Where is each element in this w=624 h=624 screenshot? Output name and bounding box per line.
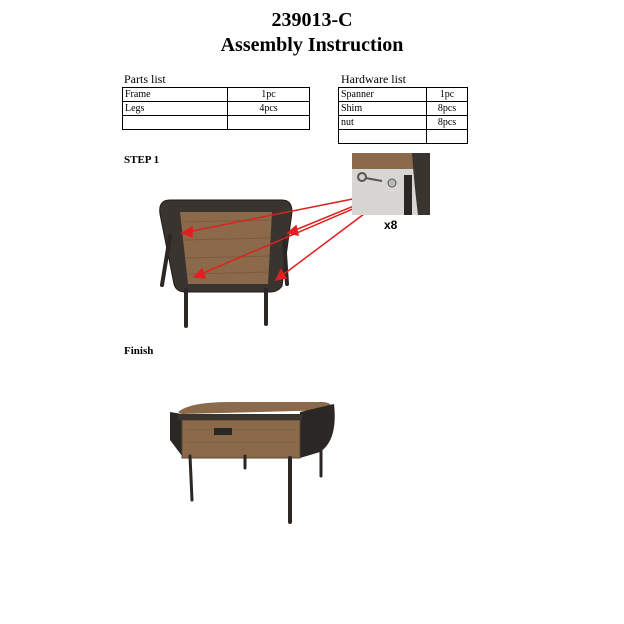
part-name: Legs: [123, 102, 228, 116]
leg: [190, 456, 192, 500]
step-1-label: STEP 1: [124, 154, 160, 166]
model-number: 239013-C: [271, 9, 353, 31]
hardware-name: nut: [339, 116, 427, 130]
part-qty: 4pcs: [228, 102, 310, 116]
drawer-handle: [214, 428, 232, 435]
part-qty: 1pc: [228, 88, 310, 102]
parts-list-title: Parts list: [124, 72, 166, 86]
frame-right: [300, 404, 335, 458]
finish-label: Finish: [124, 345, 154, 357]
hardware-qty: 1pc: [427, 88, 468, 102]
hardware-name: Shim: [339, 102, 427, 116]
frame-top-edge: [178, 414, 302, 420]
drawer-front: [182, 420, 300, 458]
part-name: Frame: [123, 88, 228, 102]
hardware-count: x8: [384, 218, 398, 232]
page-title: Assembly Instruction: [220, 34, 404, 56]
hardware-list-title: Hardware list: [341, 72, 406, 86]
hardware-name: Spanner: [339, 88, 427, 102]
hardware-qty: 8pcs: [427, 102, 468, 116]
hardware-qty: 8pcs: [427, 116, 468, 130]
